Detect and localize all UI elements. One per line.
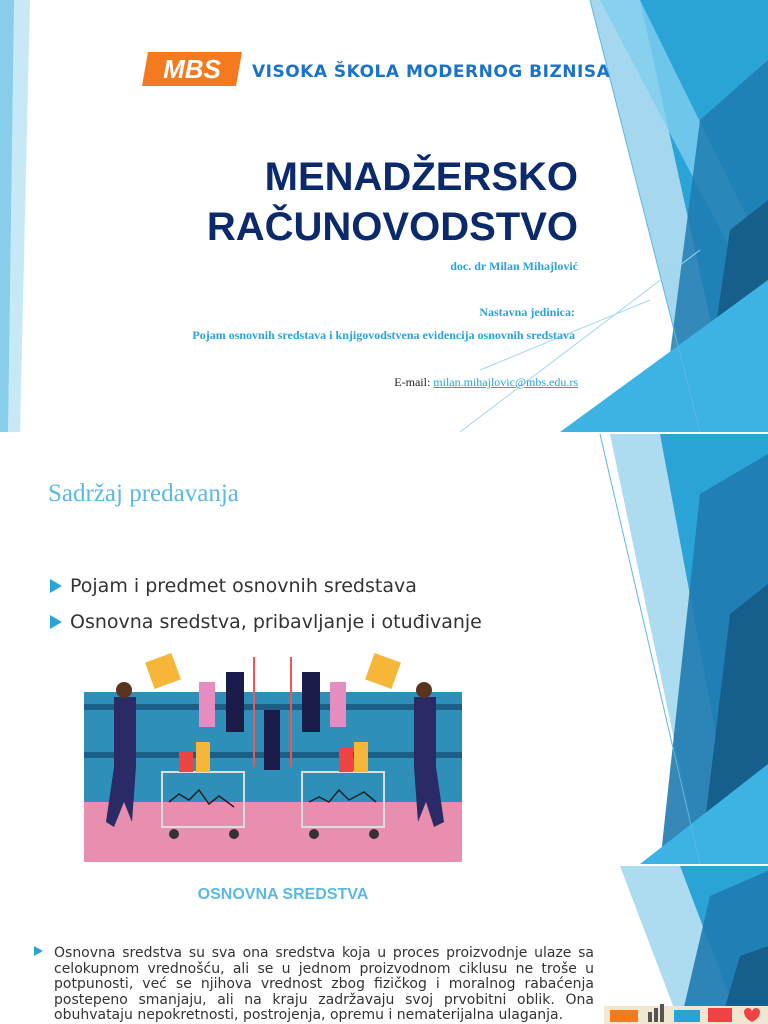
bullet-list xyxy=(48,572,482,644)
decorative-left-shape xyxy=(0,0,40,432)
unit-topic: Pojam osnovnih sredstava i knjigovodstvena evidencija osnovnih sredstava xyxy=(192,328,575,342)
finance-icons-strip xyxy=(604,1000,768,1024)
logo-mark: MBS xyxy=(163,54,221,84)
contents-slide xyxy=(0,434,768,864)
author-name: doc. dr Milan Mihajlović xyxy=(450,259,578,273)
body-paragraph: Osnovna sredstva su sva ona sredstva koja u proces proizvodnje ulaze sa celokupnom vrednošću, ali se u jednom proizvodnom ciklusu ne troše u potpunosti, već se njihova vrednost zbog fizičkog i moralnog rabaćenja postepeno smanjaju, ali na kraju zadržavaju svoj prvobitni oblik. Ona obuhvataju nepokretnosti, postrojenja, opremu i nematerijalna ulaganja. xyxy=(54,945,594,1023)
bullet-triangle-icon xyxy=(34,946,43,956)
slide-heading: OSNOVNA SREDSTVA xyxy=(197,886,369,903)
title-line-1: MENADŽERSKO xyxy=(264,155,578,199)
bullet-text: Osnovna sredstva, pribavljanje i otuđivanje xyxy=(70,611,482,633)
list-item xyxy=(48,572,482,608)
bullet-triangle-icon xyxy=(50,615,62,629)
bullet-text: Pojam i predmet osnovnih sredstava xyxy=(70,575,417,597)
title-line-2: RAČUNOVODSTVO xyxy=(206,205,578,249)
content-slide xyxy=(0,866,768,1024)
page-title xyxy=(207,152,578,252)
email-row xyxy=(394,375,578,390)
mbs-logo-icon xyxy=(140,48,246,90)
unit-label: Nastavna jedinica: xyxy=(479,305,575,319)
section-heading: Sadržaj predavanja xyxy=(48,480,239,507)
email-link[interactable]: milan.mihajlovic@mbs.edu.rs xyxy=(433,375,578,389)
bullet-triangle-icon xyxy=(50,579,62,593)
business-illustration xyxy=(84,652,462,862)
school-name: VISOKA ŠKOLA MODERNOG BIZNISA xyxy=(252,62,611,82)
title-slide xyxy=(0,0,768,432)
email-label: E-mail: xyxy=(394,375,431,389)
list-item xyxy=(48,608,482,644)
